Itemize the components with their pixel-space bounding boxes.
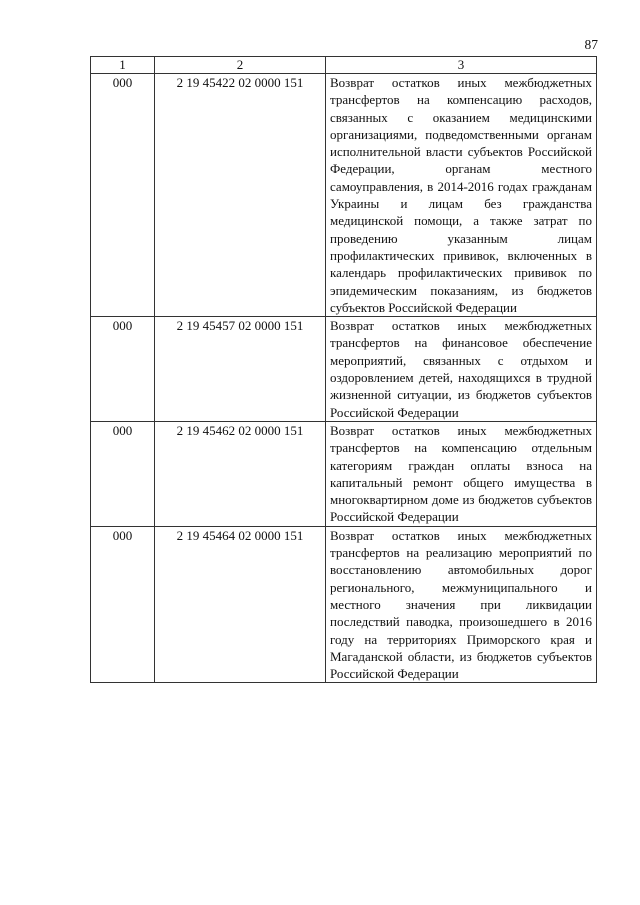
admin-code-cell: 000	[91, 526, 155, 683]
description-cell: Возврат остатков иных межбюджетных трансфертов на компенсацию отдельным категориям граждан оплаты взноса на капитальный ремонт общего имущества в многоквартирном доме из бюджетов субъектов Российской Федерации	[326, 421, 597, 526]
admin-code-cell: 000	[91, 421, 155, 526]
description-cell: Возврат остатков иных межбюджетных трансфертов на финансовое обеспечение мероприятий, связанных с отдыхом и оздоровлением детей, находящихся в трудной жизненной ситуации, из бюджетов субъектов Российской Федерации	[326, 317, 597, 422]
admin-code-cell: 000	[91, 74, 155, 317]
table-row	[91, 317, 597, 422]
budget-codes-table	[90, 56, 597, 683]
budget-code-cell: 2 19 45464 02 0000 151	[155, 526, 326, 683]
table-row	[91, 526, 597, 683]
table-row	[91, 74, 597, 317]
table-row	[91, 421, 597, 526]
column-header-2: 2	[155, 57, 326, 74]
admin-code-cell: 000	[91, 317, 155, 422]
budget-code-cell: 2 19 45457 02 0000 151	[155, 317, 326, 422]
budget-code-cell: 2 19 45422 02 0000 151	[155, 74, 326, 317]
page-number: 87	[584, 37, 598, 52]
budget-code-cell: 2 19 45462 02 0000 151	[155, 421, 326, 526]
table-header	[91, 57, 597, 74]
description-cell: Возврат остатков иных межбюджетных трансфертов на реализацию мероприятий по восстановлению автомобильных дорог регионального, межмуниципального и местного значения при ликвидации последствий паводка, произошедшего в 2016 году на территориях Приморского края и Магаданской области, из бюджетов субъектов Российской Федерации	[326, 526, 597, 683]
column-header-3: 3	[326, 57, 597, 74]
column-header-1: 1	[91, 57, 155, 74]
header-row	[91, 57, 597, 74]
description-cell: Возврат остатков иных межбюджетных трансфертов на компенсацию расходов, связанных с оказанием медицинскими организациями, подведомственными органам исполнительной власти субъектов Российской Федерации, органам местного самоуправления, в 2014-2016 годах гражданам Украины и лицам без гражданства медицинской помощи, а также затрат по проведению указанным лицам профилактических прививок, включенных в календарь профилактических прививок по эпидемическим показаниям, из бюджетов субъектов Российской Федерации	[326, 74, 597, 317]
table-body	[91, 74, 597, 683]
